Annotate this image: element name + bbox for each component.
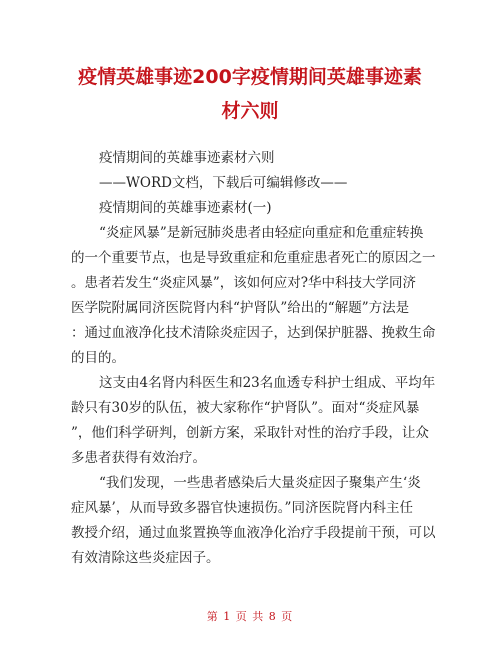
text-line: 疫情期间的英雄事迹素材六则 <box>99 150 275 166</box>
paragraph-section-heading <box>71 196 431 221</box>
text-line: ”，他们科学研判，创新方案，采取针对性的治疗手段，让众 <box>71 425 429 441</box>
paragraph-1 <box>71 221 436 371</box>
text-line: ——WORD文档，下载后可编辑修改—— <box>99 175 348 191</box>
text-line: ：通过血液净化技术清除炎症因子，达到保护脏器、挽救生命 <box>71 325 436 341</box>
text-line: 的一个重要节点，也是导致重症和危重症患者死亡的原因之一 <box>71 250 436 266</box>
text-line: 有效清除这些炎症因子。 <box>71 550 220 566</box>
text-line: 医学院附属同济医院肾内科“护肾队”给出的“解题”方法是 <box>71 300 410 316</box>
text-line: 的目的。 <box>71 350 125 366</box>
text-line: 这支由4名肾内科医生和23名血透专科护士组成、平均年 <box>99 375 436 391</box>
text-line: 症风暴’，从而导致多器官快速损伤。”同济医院肾内科主任 <box>71 500 413 516</box>
text-line: 。患者若发生“炎症风暴”，该如何应对?华中科技大学同济 <box>71 275 417 291</box>
text-line: 疫情期间的英雄事迹素材(一) <box>99 200 272 216</box>
paragraph-subtitle <box>71 146 431 171</box>
paragraph-3 <box>71 471 436 571</box>
page-number-label: 第 1 页 共 8 页 <box>206 610 294 623</box>
page-footer <box>0 608 500 624</box>
paragraph-word-note <box>71 171 431 196</box>
paragraph-2 <box>71 371 436 471</box>
text-line: “我们发现，一些患者感染后大量炎症因子聚集产生‘炎 <box>99 475 421 491</box>
document-body <box>71 146 436 571</box>
text-line: 龄只有30岁的队伍，被大家称作“护肾队”。面对“炎症风暴 <box>71 400 420 416</box>
document-title: 疫情英雄事迹200字疫情期间英雄事迹素材六则 <box>78 66 422 122</box>
text-line: “炎症风暴”是新冠肺炎患者由轻症向重症和危重症转换 <box>99 225 424 241</box>
text-line: 教授介绍，通过血浆置换等血液净化治疗手段提前干预，可以 <box>71 525 436 541</box>
text-line: 多患者获得有效治疗。 <box>71 450 206 466</box>
